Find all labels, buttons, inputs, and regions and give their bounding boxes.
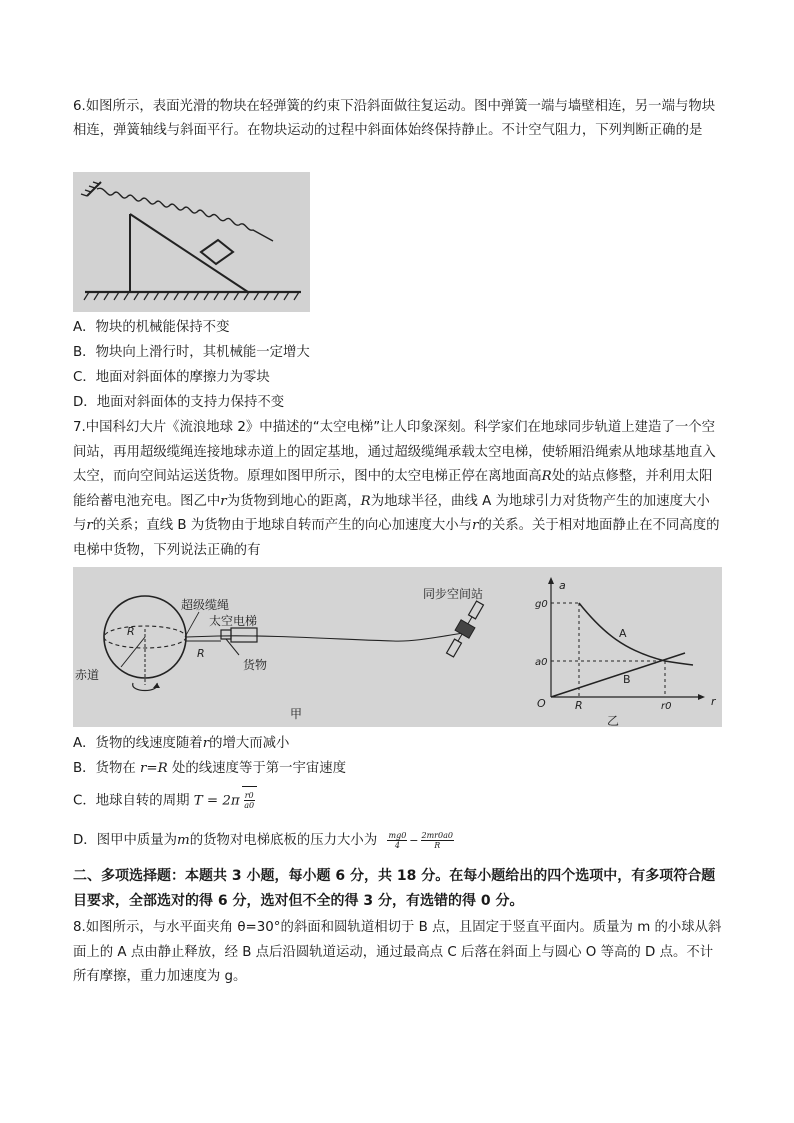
q6-option-c: C．地面对斜面体的摩擦力为零块 — [73, 370, 270, 385]
q7-figure — [73, 567, 722, 727]
q6-option-d: D．地面对斜面体的支持力保持不变 — [73, 395, 285, 410]
label-cargo: 货物 — [243, 658, 268, 672]
elevator-cabin — [231, 628, 257, 642]
q6-option-a: A．物块的机械能保持不变 — [73, 320, 230, 335]
tick-a0: a0 — [535, 657, 548, 668]
q6-stem: 6.如图所示，表面光滑的物块在轻弹簧的约束下沿斜面做往复运动。图中弹簧一端与墙壁相连，另一端与物块相连，弹簧轴线与斜面平行。在物块运动的过程中斜面体始终保持静止。不计空气阻力，下列判断正确的是 — [73, 99, 716, 138]
tick-O: O — [537, 697, 546, 710]
q7-stem: 7.中国科幻大片《流浪地球 2》中描述的“太空电梯”让人印象深刻。科学家们在地球同步轨道上建造了一个空间站，再用超级缆绳连接地球赤道上的固定基地，通过超级缆绳承载太空电梯，使轿厢沿绳索从地球基地直入太空，而向空间站运送货物。原理如图甲所示，图中的太空电梯正停在离地面高R处的站点修整，并利用太阳能给蓄电池充电。图乙中r为货物到地心的距离，R为地球半径，曲线 A 为地球引力对货物产生的加速度大小与r的关系；直线 B 为货物由于地球自转而产生的向心加速度大小与r的关系。关于相对地面静止在不同高度的电梯中货物，下列说法正确的有 — [73, 420, 720, 558]
q7-option-b: B．货物在 r=R 处的线速度等于第一宇宙速度 — [73, 761, 347, 776]
block — [201, 240, 233, 264]
fig-label-r-small: R — [127, 625, 135, 638]
space-elevator-diagram — [73, 567, 722, 727]
label-elevator: 太空电梯 — [209, 614, 258, 628]
q7-option-c: C．地球自转的周期 T = 2π $\frac{r0}{a0}$ — [73, 786, 257, 816]
elevator-car — [221, 630, 231, 639]
curve-A-label: A — [619, 627, 627, 640]
q8-stem: 8.如图所示，与水平面夹角 θ=30°的斜面和圆轨道相切于 B 点，且固定于竖直平面内。质量为 m 的小球从斜面上的 A 点由静止释放，经 B 点后沿圆轨道运动，通过最高点 C 后落在斜面上与圆心 O 等高的 D 点。不计所有摩擦，重力加速度为 g。 — [73, 920, 722, 984]
line-B-label: B — [623, 673, 631, 686]
fig-label-R: R — [197, 647, 205, 660]
q6-option-b: B．物块向上滑行时，其机械能一定增大 — [73, 345, 310, 360]
spring-coil — [97, 188, 273, 241]
q6-figure-spring-incline — [73, 172, 310, 312]
tick-R: R — [575, 699, 583, 712]
label-equator: 赤道 — [75, 668, 100, 682]
cable — [186, 633, 463, 641]
section2-heading: 二、多项选择题：本题共 3 小题，每小题 6 分，共 18 分。在每小题给出的四个选项中，有多项符合题目要求，全部选对的得 6 分，选对但不全的得 3 分，有选错的得 0 分。 — [73, 868, 716, 909]
q7-option-a: A．货物的线速度随着r的增大而减小 — [73, 736, 290, 751]
graph-yi — [535, 577, 717, 727]
spring-incline-diagram — [73, 172, 310, 312]
q7-option-d: D．图甲中质量为m的货物对电梯底板的压力大小为 $\frac{mg0}{4}$ − $\frac{2mr0a0}{R}$ — [73, 830, 453, 850]
tick-g0: g0 — [535, 599, 548, 610]
label-station: 同步空间站 — [423, 587, 484, 601]
label-jia: 甲 — [290, 707, 303, 721]
axis-r-label: r — [711, 695, 716, 708]
label-cable: 超级缆绳 — [181, 598, 230, 612]
label-yi: 乙 — [607, 714, 620, 727]
tick-r0: r0 — [661, 701, 672, 712]
space-station — [443, 599, 487, 659]
axis-a-label: a — [559, 579, 566, 592]
